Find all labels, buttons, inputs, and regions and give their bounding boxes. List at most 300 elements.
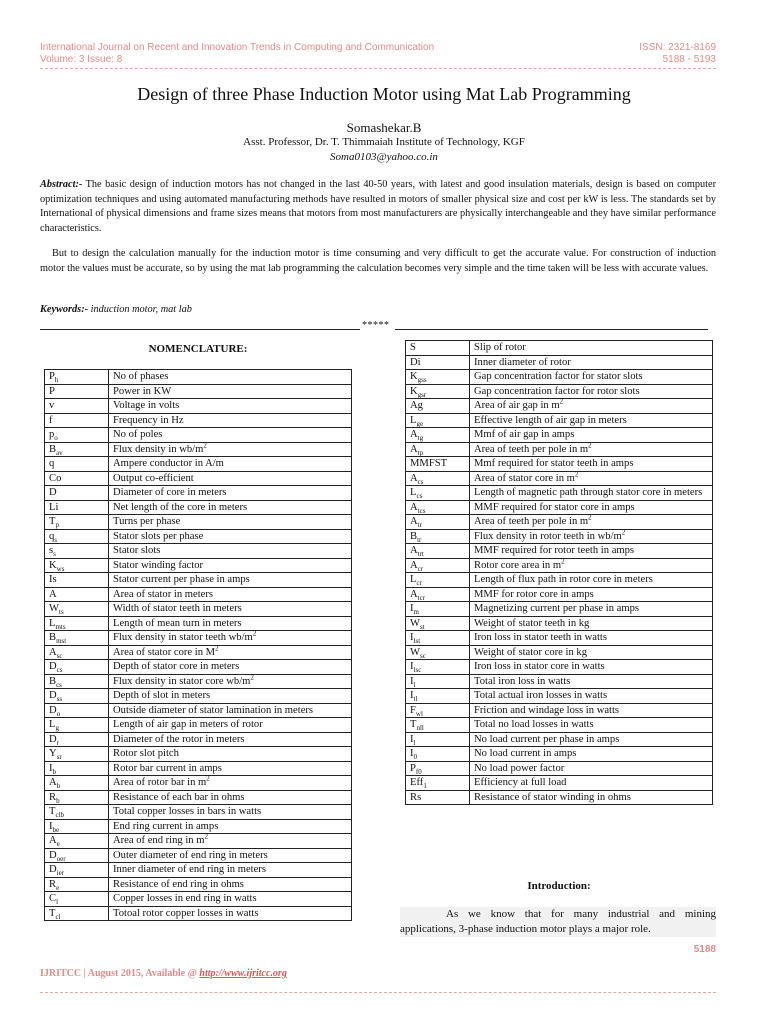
symbol-subscript: sr (56, 753, 62, 762)
description: Area of stator core in M (113, 646, 216, 658)
description-cell (470, 674, 713, 689)
description-cell (109, 805, 352, 820)
nomenclature-row (406, 399, 713, 414)
description: Voltage in volts (113, 400, 180, 411)
description: Diameter of core in meters (113, 487, 227, 498)
nomenclature-row (45, 892, 352, 907)
symbol: T (410, 719, 417, 730)
symbol-subscript: trt (417, 550, 424, 559)
symbol-subscript: h (54, 376, 59, 385)
nomenclature-row (45, 718, 352, 733)
symbol-subscript: gsr (417, 390, 427, 399)
description: Totoal rotor copper losses in watts (113, 907, 259, 919)
description-cell (470, 703, 713, 718)
footer-divider (40, 992, 716, 993)
description: Resistance of each bar in ohms (113, 791, 245, 803)
symbol: A (410, 588, 418, 600)
description: Copper losses in end ring in watts (113, 893, 257, 904)
description: Gap concentration factor for rotor slots (474, 385, 640, 397)
description: End ring current in amps (113, 820, 219, 832)
symbol-cell (45, 384, 109, 399)
symbol-subscript: cs (56, 680, 62, 689)
description: No load current in amps (474, 748, 577, 759)
symbol: Di (410, 356, 421, 368)
symbol: D (49, 487, 57, 498)
symbol-subscript: l (56, 898, 59, 907)
symbol-cell (45, 892, 109, 907)
description-cell (470, 616, 713, 631)
symbol-cell (45, 819, 109, 834)
symbol: Is (49, 574, 57, 585)
nomenclature-row (45, 471, 352, 486)
symbol: L (410, 487, 417, 498)
description-superscript: 2 (204, 832, 208, 841)
description: Iron loss in stator core in watts (474, 661, 605, 672)
symbol-subscript: 1 (423, 782, 427, 791)
header-divider (40, 68, 716, 69)
symbol: T (49, 516, 56, 527)
description-cell (109, 906, 352, 921)
description-cell (470, 384, 713, 399)
symbol: Eff (410, 777, 424, 788)
description-cell (470, 747, 713, 762)
symbol-subscript: s (54, 535, 58, 544)
symbol-subscript: cs (417, 477, 424, 486)
symbol-subscript: o (54, 434, 58, 443)
description-cell (109, 471, 352, 486)
nomenclature-row (406, 732, 713, 747)
description-cell (470, 471, 713, 486)
symbol-cell (45, 747, 109, 762)
symbol-cell (45, 631, 109, 646)
symbol-subscript: f0 (415, 767, 422, 776)
description-cell (109, 587, 352, 602)
description: MMF for rotor core in amps (474, 588, 594, 600)
symbol-cell (406, 428, 470, 443)
description: Length of magnetic path through stator core in meters (474, 487, 703, 498)
journal-volume: Volume: 3 Issue: 8 (40, 54, 123, 65)
nomenclature-row (406, 457, 713, 472)
symbol-cell (45, 471, 109, 486)
nomenclature-row (406, 645, 713, 660)
symbol-cell (45, 573, 109, 588)
description-cell (109, 428, 352, 443)
symbol-cell (45, 399, 109, 414)
description-cell (470, 558, 713, 573)
description-cell (470, 355, 713, 370)
description: Iron loss in stator teeth in watts (474, 632, 607, 643)
keywords (40, 304, 192, 315)
symbol-cell (45, 370, 109, 385)
symbol: s (49, 545, 54, 556)
symbol: A (410, 559, 418, 571)
description-cell (470, 544, 713, 559)
description: No load current per phase in amps (474, 733, 620, 745)
description-cell (109, 602, 352, 617)
issn: ISSN: 2321-8169 (639, 42, 716, 53)
description-cell (109, 631, 352, 646)
nomenclature-row (406, 703, 713, 718)
symbol-cell (406, 776, 470, 791)
description: Length of flux path in rotor core in meters (474, 574, 653, 585)
symbol-cell (406, 370, 470, 385)
symbol-cell (45, 529, 109, 544)
symbol-cell (406, 616, 470, 631)
symbol-cell (406, 689, 470, 704)
description: Rotor slot pitch (113, 748, 179, 759)
description: Mmf of air gap in amps (474, 429, 575, 440)
symbol-subscript: ws (56, 564, 65, 573)
symbol-cell (406, 703, 470, 718)
symbol: W (410, 646, 420, 658)
symbol: L (410, 574, 417, 585)
symbol-cell (45, 674, 109, 689)
symbol-cell (406, 515, 470, 530)
separator-rule-left (40, 329, 360, 330)
nomenclature-table-right (405, 340, 713, 805)
description: Total actual iron losses in watts (474, 690, 608, 701)
symbol-subscript: tl (413, 695, 418, 704)
symbol-cell (45, 834, 109, 849)
description-cell (470, 689, 713, 704)
symbol: I (410, 748, 414, 759)
description-cell (109, 761, 352, 776)
description: Area of teeth per pole in m (474, 443, 589, 455)
journal-header (40, 42, 434, 66)
intro-paragraph: But to design the calculation manually for the induction motor is time consuming and very difficult to get the accurate value. For construction of induction motor the values must be accurate, so by using the mat lab programming the calculation becomes very simple and the time taken will be less with accurate values. (40, 248, 716, 274)
symbol-cell (45, 863, 109, 878)
symbol-cell (406, 486, 470, 501)
symbol-cell (45, 500, 109, 515)
description-cell (109, 544, 352, 559)
symbol: A (49, 646, 57, 658)
description-cell (109, 790, 352, 805)
nomenclature-row (406, 384, 713, 399)
symbol-subscript: tcs (417, 506, 426, 515)
description-cell (109, 848, 352, 863)
description-cell (109, 413, 352, 428)
separator-stars: ***** (362, 320, 390, 331)
nomenclature-row (406, 486, 713, 501)
description-cell (109, 776, 352, 791)
symbol-subscript: mts (55, 622, 66, 631)
nomenclature-row (45, 645, 352, 660)
description-cell (109, 616, 352, 631)
symbol-cell (406, 761, 470, 776)
symbol-subscript: oer (56, 854, 66, 863)
symbol-cell (45, 732, 109, 747)
nomenclature-row (45, 689, 352, 704)
symbol-subscript: tr (417, 535, 422, 544)
symbol: C (49, 893, 57, 904)
description-cell (109, 689, 352, 704)
symbol-cell (45, 602, 109, 617)
description: Outside diameter of stator lamination in meters (113, 704, 314, 716)
description: Stator current per phase in amps (113, 574, 250, 585)
symbol-subscript: b (56, 796, 60, 805)
description: Power in KW (113, 385, 172, 397)
symbol: B (49, 675, 57, 687)
symbol: v (49, 400, 55, 411)
description: Inner diameter of end ring in meters (113, 864, 266, 875)
symbol-cell (406, 558, 470, 573)
symbol: Li (49, 501, 59, 513)
description-cell (109, 515, 352, 530)
description-cell (109, 703, 352, 718)
description: Flux density in rotor teeth in wb/m (474, 530, 622, 542)
description-superscript: 2 (588, 513, 592, 522)
symbol: I (410, 690, 414, 701)
description-cell (470, 399, 713, 414)
nomenclature-row (45, 529, 352, 544)
symbol: I (410, 661, 414, 672)
nomenclature-row (45, 515, 352, 530)
symbol-subscript: cr (416, 579, 422, 588)
symbol-cell (406, 384, 470, 399)
symbol-subscript: sc (56, 651, 63, 660)
description-cell (109, 529, 352, 544)
description-cell (470, 776, 713, 791)
symbol-cell (406, 718, 470, 733)
description: Total no load losses in watts (474, 719, 594, 730)
description: No of poles (113, 429, 163, 440)
symbol: A (410, 545, 418, 556)
description: Inner diameter of rotor (474, 356, 571, 368)
description-cell (470, 428, 713, 443)
nomenclature-row (45, 877, 352, 892)
footer-link[interactable]: http://www.ijritcc.org (199, 968, 287, 979)
description-cell (109, 674, 352, 689)
symbol: I (410, 733, 414, 745)
description-cell (470, 413, 713, 428)
symbol-subscript: sc (420, 651, 426, 660)
symbol: I (410, 632, 414, 643)
symbol-cell (406, 442, 470, 457)
nomenclature-row (45, 399, 352, 414)
symbol-cell (45, 645, 109, 660)
symbol-cell (45, 703, 109, 718)
separator-rule-right (395, 329, 708, 330)
abstract-label: Abstract:- (40, 179, 83, 190)
nomenclature-row (45, 747, 352, 762)
symbol-cell (45, 587, 109, 602)
symbol-cell (406, 790, 470, 805)
symbol: D (49, 661, 57, 672)
description-superscript: 2 (559, 397, 564, 406)
description-cell (109, 718, 352, 733)
symbol-subscript: b (52, 767, 57, 776)
nomenclature-row (45, 790, 352, 805)
symbol-cell (406, 587, 470, 602)
symbol: q (49, 530, 55, 542)
description: Length of mean turn in meters (113, 617, 242, 629)
nomenclature-row (406, 442, 713, 457)
symbol-subscript: l (413, 738, 416, 747)
description-cell (470, 500, 713, 515)
symbol: K (410, 371, 418, 382)
symbol: W (410, 617, 420, 629)
symbol: L (49, 719, 56, 730)
description-cell (470, 573, 713, 588)
symbol-subscript: tcr (417, 593, 426, 602)
symbol-cell (45, 718, 109, 733)
description: Frequency in Hz (113, 414, 184, 426)
description-cell (109, 892, 352, 907)
symbol-cell (406, 602, 470, 617)
symbol-subscript: cl (55, 912, 61, 921)
symbol-subscript: r (56, 738, 59, 747)
symbol: q (49, 458, 55, 469)
description: Stator slots (113, 545, 161, 556)
description: Ampere conductor in A/m (113, 458, 224, 469)
symbol-cell (45, 776, 109, 791)
symbol-cell (45, 544, 109, 559)
nomenclature-row (406, 370, 713, 385)
nomenclature-row (45, 819, 352, 834)
description: Depth of stator core in meters (113, 661, 240, 672)
paper-title: Design of three Phase Induction Motor using Mat Lab Programming (137, 84, 631, 104)
symbol: P (410, 762, 416, 774)
description-cell (470, 457, 713, 472)
description: Width of stator teeth in meters (113, 603, 242, 614)
symbol-cell (406, 645, 470, 660)
symbol-subscript: gss (417, 376, 427, 385)
description-cell (470, 660, 713, 675)
symbol: I (410, 675, 414, 687)
symbol-subscript: ts (59, 608, 64, 617)
symbol-cell (406, 573, 470, 588)
page-number: 5188 (693, 944, 716, 955)
description: Resistance of stator winding in ohms (474, 791, 631, 803)
description: Area of stator in meters (113, 588, 214, 600)
nomenclature-row (406, 776, 713, 791)
description-cell (109, 863, 352, 878)
nomenclature-row (406, 573, 713, 588)
nomenclature-row (406, 747, 713, 762)
nomenclature-row (406, 500, 713, 515)
symbol-subscript: ier (56, 869, 65, 878)
description: Area of stator core in m (474, 472, 575, 484)
symbol-cell (45, 616, 109, 631)
description-superscript: 2 (574, 469, 579, 478)
symbol: T (49, 806, 56, 817)
nomenclature-row (45, 776, 352, 791)
description: Diameter of the rotor in meters (113, 733, 245, 745)
symbol-cell (406, 355, 470, 370)
symbol-subscript: tg (417, 434, 424, 443)
description-superscript: 2 (621, 527, 626, 536)
nomenclature-row (45, 602, 352, 617)
symbol: f (49, 414, 53, 426)
symbol-subscript: ss (56, 695, 63, 704)
author-affiliation: Asst. Professor, Dr. T. Thimmaiah Institute of Technology, KGF (243, 136, 525, 148)
nomenclature-row (406, 631, 713, 646)
symbol: F (410, 704, 416, 716)
keywords-text: induction motor, mat lab (88, 304, 192, 315)
symbol: Ag (410, 400, 423, 411)
nomenclature-row (406, 616, 713, 631)
symbol-cell (45, 689, 109, 704)
nomenclature-row (45, 428, 352, 443)
description: Effective length of air gap in meters (474, 414, 627, 426)
symbol-cell (45, 848, 109, 863)
description: No load power factor (474, 762, 565, 774)
description-cell (470, 515, 713, 530)
author-name: Somashekar.B (346, 120, 422, 135)
symbol: T (49, 907, 56, 919)
symbol: Y (49, 748, 57, 759)
symbol-subscript: lst (413, 637, 421, 646)
symbol: I (49, 762, 53, 774)
symbol: MMFST (410, 458, 448, 469)
symbol: I (410, 603, 414, 614)
nomenclature-row (406, 341, 713, 356)
symbol-subscript: cs (56, 666, 63, 675)
symbol-subscript: g (55, 724, 59, 733)
description: Total copper losses in bars in watts (113, 806, 262, 817)
nomenclature-row (406, 761, 713, 776)
symbol-subscript: lsc (413, 666, 422, 675)
description: Output co-efficient (113, 472, 194, 484)
description: MMF required for stator core in amps (474, 501, 635, 513)
nomenclature-row (45, 863, 352, 878)
nomenclature-row (45, 805, 352, 820)
description-cell (109, 486, 352, 501)
symbol: K (49, 559, 57, 571)
symbol-cell (406, 341, 470, 356)
nomenclature-row (45, 703, 352, 718)
symbol-cell (45, 442, 109, 457)
description: Flux density in stator core wb/m (113, 675, 251, 687)
description: No of phases (113, 371, 169, 382)
symbol-subscript: st (420, 622, 425, 631)
nomenclature-row (45, 544, 352, 559)
symbol-cell (45, 413, 109, 428)
description: Area of air gap in m (474, 400, 560, 411)
description-cell (109, 747, 352, 762)
symbol: A (410, 472, 418, 484)
symbol-cell (406, 732, 470, 747)
symbol-cell (45, 660, 109, 675)
nomenclature-row (45, 370, 352, 385)
nomenclature-row (45, 573, 352, 588)
symbol-subscript: m (413, 608, 419, 617)
symbol: L (49, 617, 56, 629)
nomenclature-title: NOMENCLATURE: (148, 343, 248, 355)
symbol: D (49, 864, 57, 875)
description-cell (470, 341, 713, 356)
symbol-subscript: tp (417, 448, 424, 457)
author-email: Soma0103@yahoo.co.in (330, 151, 438, 163)
symbol-cell (406, 631, 470, 646)
symbol: D (49, 733, 57, 745)
nomenclature-row (406, 355, 713, 370)
symbol-subscript: 0 (413, 753, 418, 762)
symbol: B (49, 443, 57, 455)
description-cell (109, 573, 352, 588)
symbol-cell (45, 457, 109, 472)
symbol: A (410, 429, 418, 440)
description: Area of end ring in m (113, 835, 205, 846)
symbol-cell (406, 674, 470, 689)
symbol-subscript: cs (416, 492, 423, 501)
description: Flux density in wb/m (113, 443, 204, 455)
symbol: A (410, 501, 418, 513)
nomenclature-row (406, 660, 713, 675)
nomenclature-row (45, 500, 352, 515)
symbol-cell (45, 906, 109, 921)
symbol-subscript: mst (56, 637, 67, 646)
